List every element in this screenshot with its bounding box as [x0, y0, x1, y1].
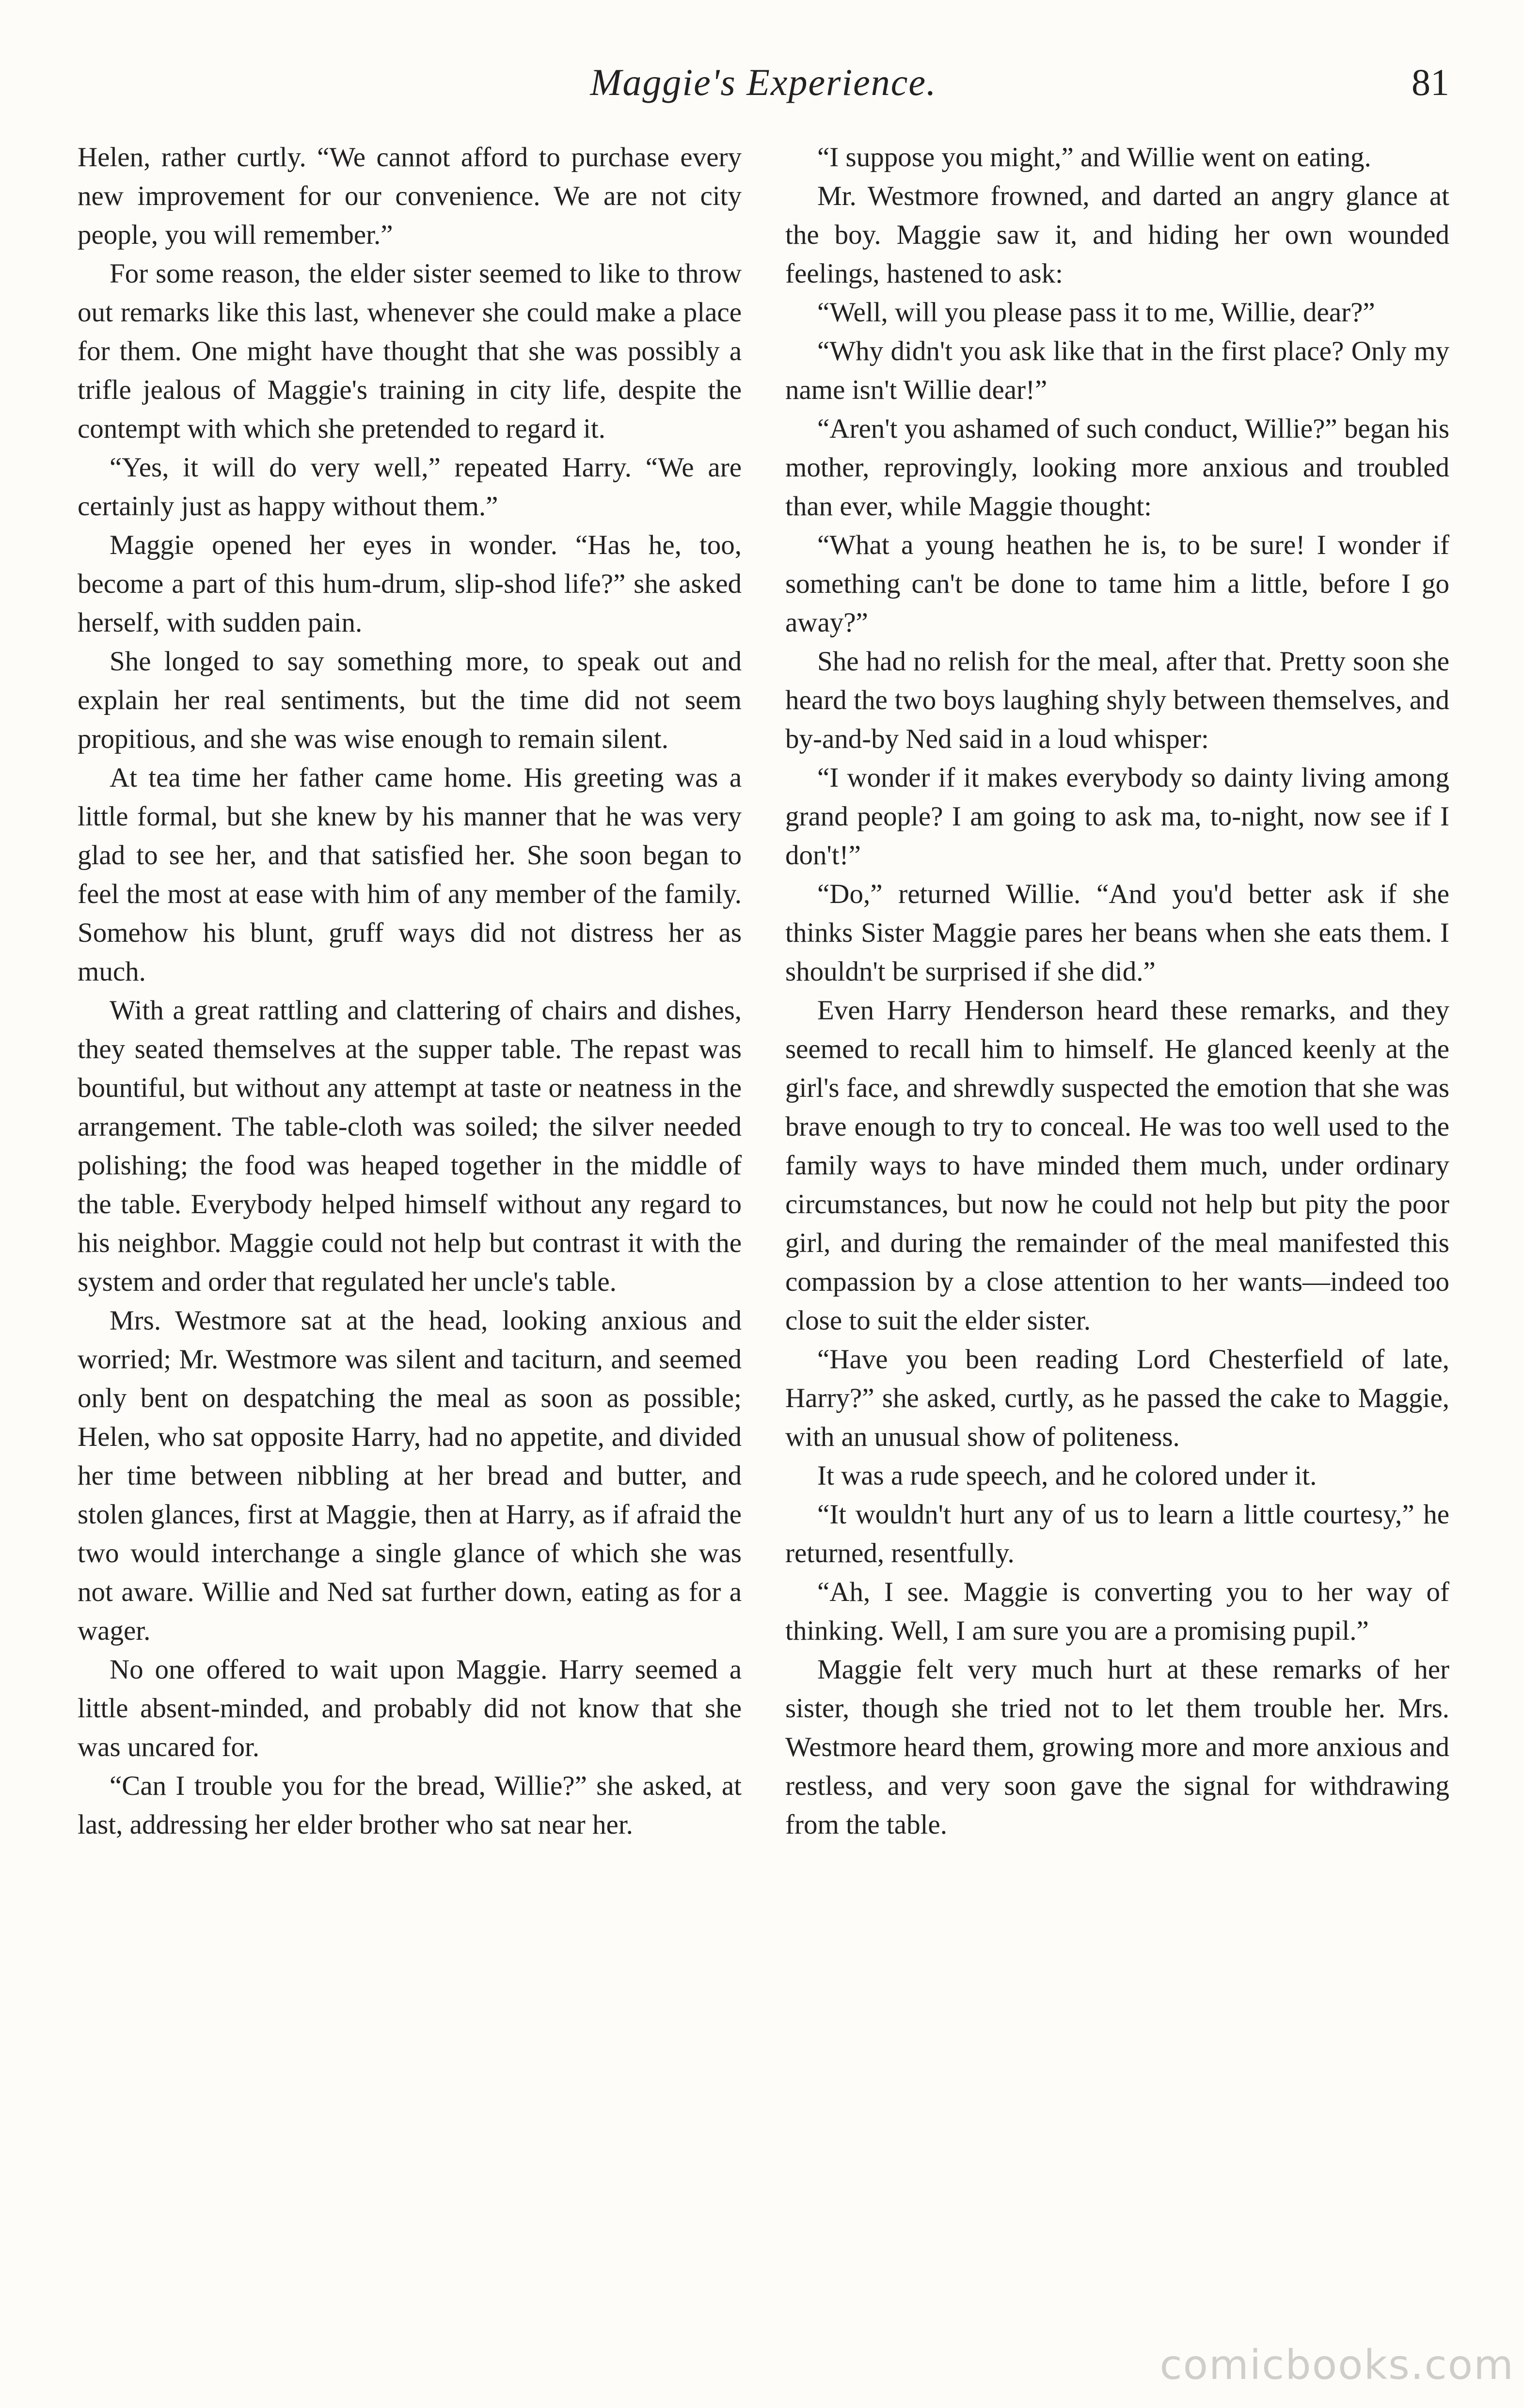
paragraph: “What a young heathen he is, to be sure! I wonder if something can't be done to tame him a little, before I go away?”: [785, 530, 1449, 638]
page-header: [78, 61, 1449, 124]
text-columns: [78, 138, 1449, 2348]
paragraph: With a great rattling and clattering of chairs and dishes, they seated themselves at the supper table. The repast was bountiful, but without any attempt at taste or neatness in the arrangement. The table-cloth was soiled; the silver needed polishing; the food was heaped together in the middle of the table. Everybody helped himself without any regard to his neighbor. Maggie could not help but contrast it with the system and order that regulated her uncle's table.: [78, 995, 742, 1297]
paragraph: She had no relish for the meal, after that. Pretty soon she heard the two boys laughing shyly between themselves, and by-and-by Ned said in a loud whisper:: [785, 646, 1449, 754]
paragraph: It was a rude speech, and he colored under it.: [817, 1460, 1317, 1491]
left-column: [78, 138, 742, 2348]
paragraph: “Well, will you please pass it to me, Willie, dear?”: [817, 297, 1375, 328]
paragraph: Even Harry Henderson heard these remarks, and they seemed to recall him to himself. He glanced keenly at the girl's face, and shrewdly suspected the emotion that she was brave enough to try to conceal. He was too well used to the family ways to have minded them much, under ordinary circumstances, but now he could not help but pity the poor girl, and during the remainder of the meal manifested this compassion by a close attention to her wants—indeed too close to suit the elder sister.: [785, 995, 1449, 1336]
paragraph: Mr. Westmore frowned, and darted an angry glance at the boy. Maggie saw it, and hiding her own wounded feelings, hastened to ask:: [785, 181, 1449, 289]
paragraph: “Yes, it will do very well,” repeated Harry. “We are certainly just as happy without them.”: [78, 452, 742, 522]
watermark: comicbooks.com: [1159, 2341, 1514, 2389]
page-number: 81: [1412, 61, 1449, 103]
paragraph: “It wouldn't hurt any of us to learn a little courtesy,” he returned, resentfully.: [785, 1499, 1449, 1568]
paragraph: At tea time her father came home. His greeting was a little formal, but she knew by his manner that he was very glad to see her, and that satisfied her. She soon began to feel the most at ease with him of any member of the family. Somehow his blunt, gruff ways did not distress her as much.: [78, 762, 742, 987]
paragraph: She longed to say something more, to speak out and explain her real sentiments, but the time did not seem propitious, and she was wise enough to remain silent.: [78, 646, 742, 754]
paragraph: For some reason, the elder sister seemed to like to throw out remarks like this last, whenever she could make a place for them. One might have thought that she was possibly a trifle jealous of Maggie's training in city life, despite the contempt with which she pretended to regard it.: [78, 258, 742, 444]
paragraph: “Have you been reading Lord Chesterfield of late, Harry?” she asked, curtly, as he passed the cake to Maggie, with an unusual show of politeness.: [785, 1344, 1449, 1452]
paragraph: No one offered to wait upon Maggie. Harry seemed a little absent-minded, and probably did not know that she was uncared for.: [78, 1654, 742, 1762]
paragraph: Maggie opened her eyes in wonder. “Has he, too, become a part of this hum-drum, slip-shod life?” she asked herself, with sudden pain.: [78, 530, 742, 638]
running-title: Maggie's Experience.: [590, 61, 937, 103]
paragraph: Mrs. Westmore sat at the head, looking anxious and worried; Mr. Westmore was silent and taciturn, and seemed only bent on despatching the meal as soon as possible; Helen, who sat opposite Harry, had no appetite, and divided her time between nibbling at her bread and butter, and stolen glances, first at Maggie, then at Harry, as if afraid the two would interchange a single glance of which she was not aware. Willie and Ned sat further down, eating as for a wager.: [78, 1305, 742, 1646]
paragraph: “I wonder if it makes everybody so dainty living among grand people? I am going to ask ma, to-night, now see if I don't!”: [785, 762, 1449, 871]
paragraph: “Do,” returned Willie. “And you'd better ask if she thinks Sister Maggie pares her beans when she eats them. I shouldn't be surprised if she did.”: [785, 879, 1449, 987]
paragraph: “Aren't you ashamed of such conduct, Willie?” began his mother, reprovingly, looking more anxious and troubled than ever, while Maggie thought:: [785, 413, 1449, 522]
right-column: [785, 138, 1449, 2348]
paragraph: “Why didn't you ask like that in the first place? Only my name isn't Willie dear!”: [785, 336, 1449, 405]
paragraph: Maggie felt very much hurt at these remarks of her sister, though she tried not to let them trouble her. Mrs. Westmore heard them, growing more and more anxious and restless, and very soon gave the signal for withdrawing from the table.: [785, 1654, 1449, 1840]
paragraph: “Ah, I see. Maggie is converting you to her way of thinking. Well, I am sure you are a promising pupil.”: [785, 1577, 1449, 1646]
paragraph: “I suppose you might,” and Willie went on eating.: [817, 142, 1371, 173]
paragraph: “Can I trouble you for the bread, Willie?” she asked, at last, addressing her elder brother who sat near her.: [78, 1771, 742, 1840]
paragraph: Helen, rather curtly. “We cannot afford to purchase every new improvement for our convenience. We are not city people, you will remember.”: [78, 142, 742, 250]
